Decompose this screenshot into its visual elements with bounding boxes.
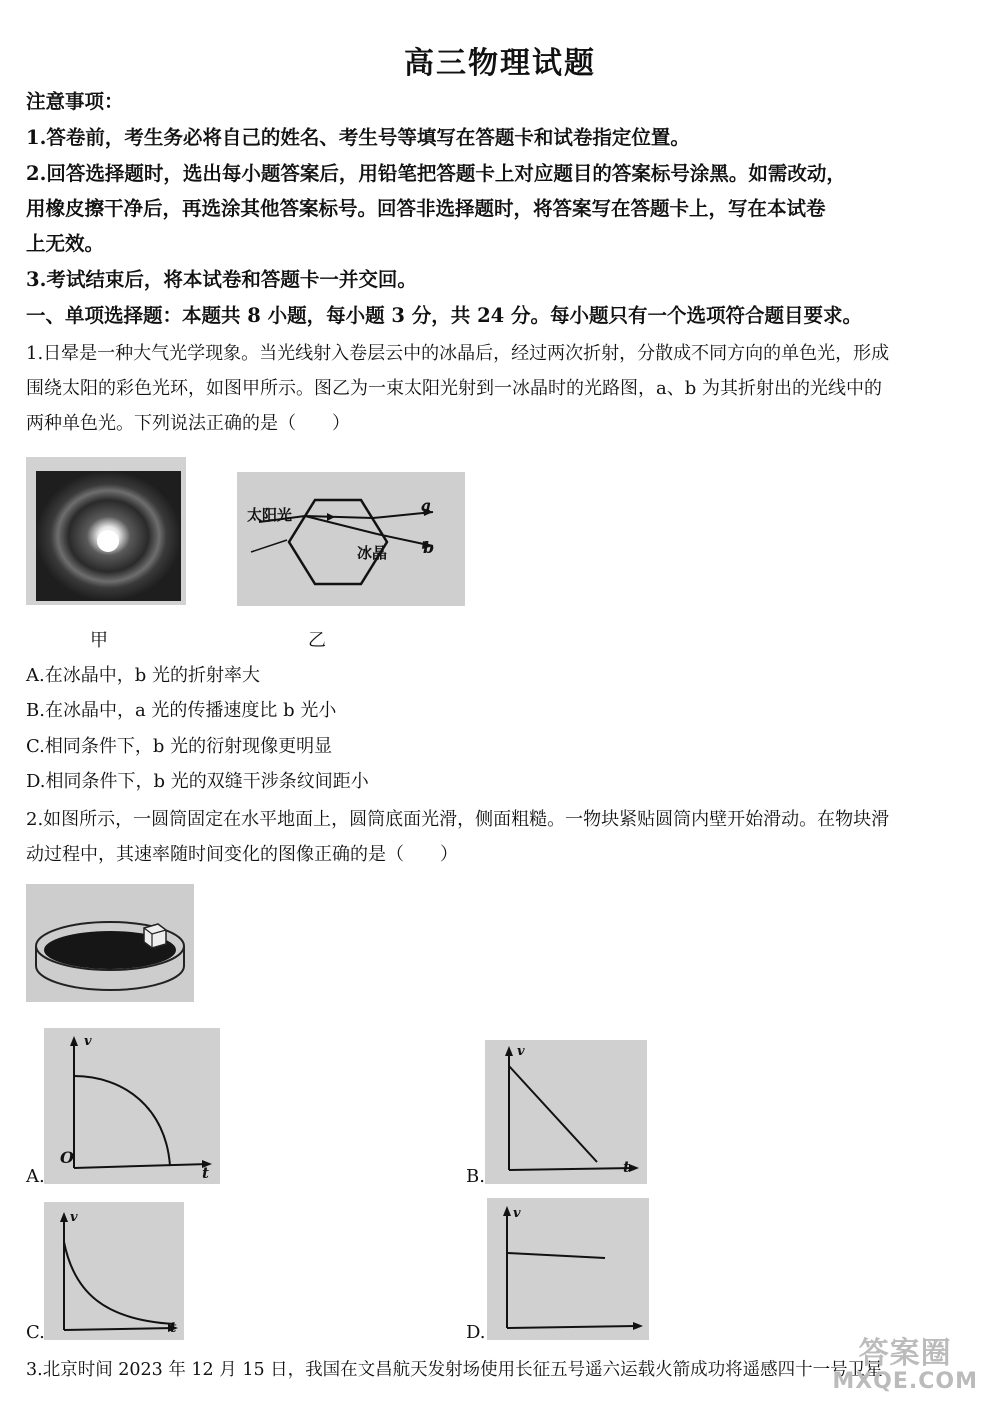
watermark-logo-text: 答案圈 bbox=[858, 1336, 952, 1371]
page-title: 高三物理试题 bbox=[404, 46, 596, 81]
site-watermark bbox=[832, 1336, 978, 1396]
notice-item-2-line-2: 用橡皮擦干净后，再选涂其他答案标号。回答非选择题时，将答案写在答题卡上，写在本试卷 bbox=[26, 197, 826, 220]
graph-b-t-label: t bbox=[623, 1158, 630, 1176]
graph-a bbox=[44, 1028, 220, 1184]
q1-option-c: C.相同条件下，b 光的衍射现像更明显 bbox=[26, 736, 333, 757]
fig-b-caption: 乙 bbox=[308, 630, 326, 651]
notice-item-2-line-1: 2.回答选择题时，选出每小题答案后，用铅笔把答题卡上对应题目的答案标号涂黑。如需改动， bbox=[26, 162, 846, 185]
notice-item-2-line-3: 上无效。 bbox=[26, 232, 105, 255]
q1-option-a: A.在冰晶中，b 光的折射率大 bbox=[26, 665, 260, 686]
q3-line-1: 3.北京时间 2023 年 12 月 15 日，我国在文昌航天发射场使用长征五号遥六运载火箭成功将遥感四十一号卫星 bbox=[26, 1360, 883, 1380]
graph-b bbox=[485, 1040, 647, 1184]
graph-c-t-label: t bbox=[170, 1320, 177, 1336]
graph-d-label: D. bbox=[466, 1322, 486, 1343]
sunlight-label: 太阳光 bbox=[247, 506, 293, 524]
q2-line-2: 动过程中，其速率随时间变化的图像正确的是（ ） bbox=[26, 844, 458, 865]
graph-a-v-label: v bbox=[84, 1034, 92, 1049]
notice-item-3: 3.考试结束后，将本试卷和答题卡一并交回。 bbox=[26, 268, 417, 291]
graph-a-label: A. bbox=[26, 1166, 45, 1187]
ice-crystal-diagram bbox=[237, 472, 465, 606]
q1-line-2: 围绕太阳的彩色光环，如图甲所示。图乙为一束太阳光射到一冰晶时的光路图，a、b 为其折射出的光线中的 bbox=[26, 378, 882, 399]
graph-d-v-label: v bbox=[513, 1206, 521, 1221]
graph-a-origin: O bbox=[60, 1148, 74, 1167]
notice-heading: 注意事项： bbox=[26, 90, 124, 113]
graph-b-label: B. bbox=[466, 1166, 485, 1187]
ice-crystal-label: 冰晶 bbox=[357, 544, 388, 562]
graph-c bbox=[44, 1202, 184, 1340]
q1-option-d: D.相同条件下，b 光的双缝干涉条纹间距小 bbox=[26, 771, 369, 792]
section-heading: 一、单项选择题：本题共 8 小题，每小题 3 分，共 24 分。每小题只有一个选项符合题目要求。 bbox=[26, 304, 863, 327]
q1-line-3: 两种单色光。下列说法正确的是（ ） bbox=[26, 413, 350, 434]
graph-b-v-label: v bbox=[517, 1044, 525, 1059]
cylinder-photo bbox=[26, 884, 194, 1002]
notice-item-1: 1.答卷前，考生务必将自己的姓名、考生号等填写在答题卡和试卷指定位置。 bbox=[26, 126, 690, 149]
graph-c-label: C. bbox=[26, 1322, 45, 1343]
ray-b-label: b bbox=[423, 538, 435, 557]
q1-option-b: B.在冰晶中，a 光的传播速度比 b 光小 bbox=[26, 700, 337, 721]
fig-a-caption: 甲 bbox=[90, 630, 108, 651]
q2-line-1: 2.如图所示，一圆筒固定在水平地面上，圆筒底面光滑，侧面粗糙。一物块紧贴圆筒内壁开始滑动。在物块滑 bbox=[26, 809, 890, 830]
halo-photo bbox=[26, 457, 186, 605]
watermark-domain: MXQE.COM bbox=[832, 1369, 978, 1394]
q1-line-1: 1.日晕是一种大气光学现象。当光线射入卷层云中的冰晶后，经过两次折射，分散成不同方向的单色光，形成 bbox=[26, 343, 890, 364]
graph-a-t-label: t bbox=[202, 1164, 209, 1182]
ray-a-label: a bbox=[421, 496, 432, 515]
graph-d bbox=[487, 1198, 649, 1340]
graph-c-v-label: v bbox=[70, 1210, 78, 1225]
